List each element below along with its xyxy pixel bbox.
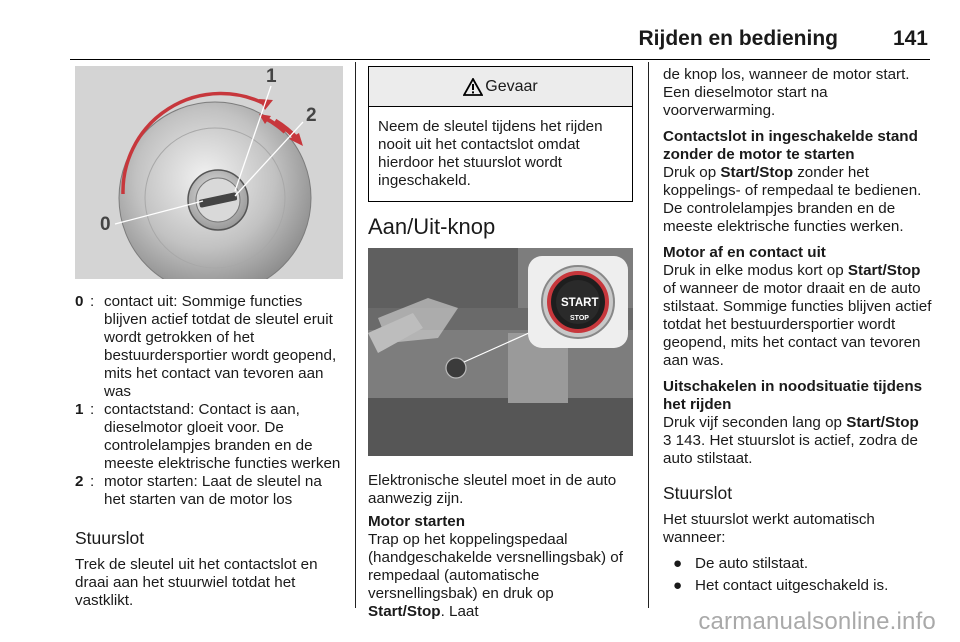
start-stop-photo [368,248,633,456]
position-1-label: 1 [266,66,277,87]
bullet-icon: ● [673,555,683,572]
column-divider [355,62,356,608]
paragraph: Elektronische sleutel moet in de auto aanwezig zijn. [368,472,617,507]
text-run: . Laat [440,603,479,620]
list-item [75,473,343,509]
text-run: Druk vijf seconden lang op [663,414,847,431]
column-3 [663,66,933,599]
paragraph [663,262,933,370]
text-run: Trap op het koppelingspedaal (handgeschakelde versnellingsbak) of rempedaal (automatische versnellingsbak) en druk op [368,531,623,602]
item-text: contactstand: Contact is aan, dieselmotor gloeit voor. De controlelampjes branden en de meeste elektrische functies werken [104,401,341,472]
watermark: carmanualsonline.info [698,608,936,635]
section-heading: Stuurslot [663,483,733,503]
page-header [70,24,930,60]
ignition-switch-illustration [75,66,343,279]
warning-triangle-icon [463,78,483,96]
start-stop-term: Start/Stop [368,603,441,620]
list-item [673,577,933,595]
subheading: Uitschakelen in noodsituatie tijdens het rijden [663,378,923,413]
section-heading: Stuurslot [75,528,145,548]
page-reference: 3 143. Het stuurslot is actief, zodra de auto stilstaat. [663,432,918,467]
warning-text: Neem de sleutel tijdens het rijden nooit uit het contactslot omdat hierdoor het stuurslot wordt ingeschakeld. [378,118,603,189]
stop-label: STOP [570,315,589,322]
position-2-label: 2 [306,105,317,126]
item-text: contact uit: Sommige functies blijven actief totdat de sleutel eruit wordt getrokken of het bestuurdersportier wordt geopend, mits het contact van tevoren aan was [104,293,337,400]
column-1 [75,66,343,610]
paragraph: de knop los, wanneer de motor start. Een dieselmotor start na voorverwarming. [663,66,910,119]
item-key: 1 [75,401,84,418]
section-title: Rijden en bediening [638,27,838,50]
list-item [75,293,343,401]
warning-box [368,66,633,202]
paragraph [368,531,633,621]
item-separator: : [90,473,95,490]
list-item [75,401,343,473]
item-separator: : [90,293,95,310]
item-key: 2 [75,473,84,490]
ignition-switch-figure [75,66,343,279]
paragraph [663,414,933,468]
bullet-text: De auto stilstaat. [695,555,809,572]
paragraph: Trek de sleutel uit het contactslot en draai aan het stuurwiel totdat het vastklikt. [75,556,318,609]
text-run: zonder het koppelings- of rempedaal te bedienen. De controlelampjes branden en de meeste elektrische functies werken. [663,164,922,235]
subheading: Contactslot in ingeschakelde stand zonder de motor te starten [663,128,918,163]
column-divider [648,62,649,608]
position-legend [75,293,343,509]
text-run: Druk in elke modus kort op [663,262,848,279]
item-separator: : [90,401,95,418]
bullet-icon: ● [673,577,683,594]
start-stop-term: Start/Stop [847,262,921,279]
section-heading: Aan/Uit-knop [368,214,496,239]
start-stop-term: Start/Stop [720,164,793,181]
position-0-label: 0 [100,214,111,235]
dashboard-illustration [368,248,633,456]
warning-header [369,67,632,107]
list-item [673,555,933,573]
item-text: motor starten: Laat de sleutel na het starten van de motor los [104,473,322,508]
bullet-text: Het contact uitgeschakeld is. [695,577,889,594]
page-number: 141 [892,27,928,50]
item-key: 0 [75,293,84,310]
start-label: START [561,297,599,309]
subheading: Motor af en contact uit [663,244,826,261]
paragraph: Het stuurslot werkt automatisch wanneer: [663,511,875,546]
text-run: of wanneer de motor draait en de auto stilstaat. Sommige functies blijven actief totdat het bestuurdersportier wordt geopend, mits het contact van tevoren aan was. [663,280,932,369]
paragraph [663,164,933,236]
start-stop-term: Start/Stop [846,414,919,431]
column-2 [368,66,633,621]
subheading: Motor starten [368,513,466,530]
warning-title: Gevaar [485,77,538,95]
text-run: Druk op [663,164,721,181]
